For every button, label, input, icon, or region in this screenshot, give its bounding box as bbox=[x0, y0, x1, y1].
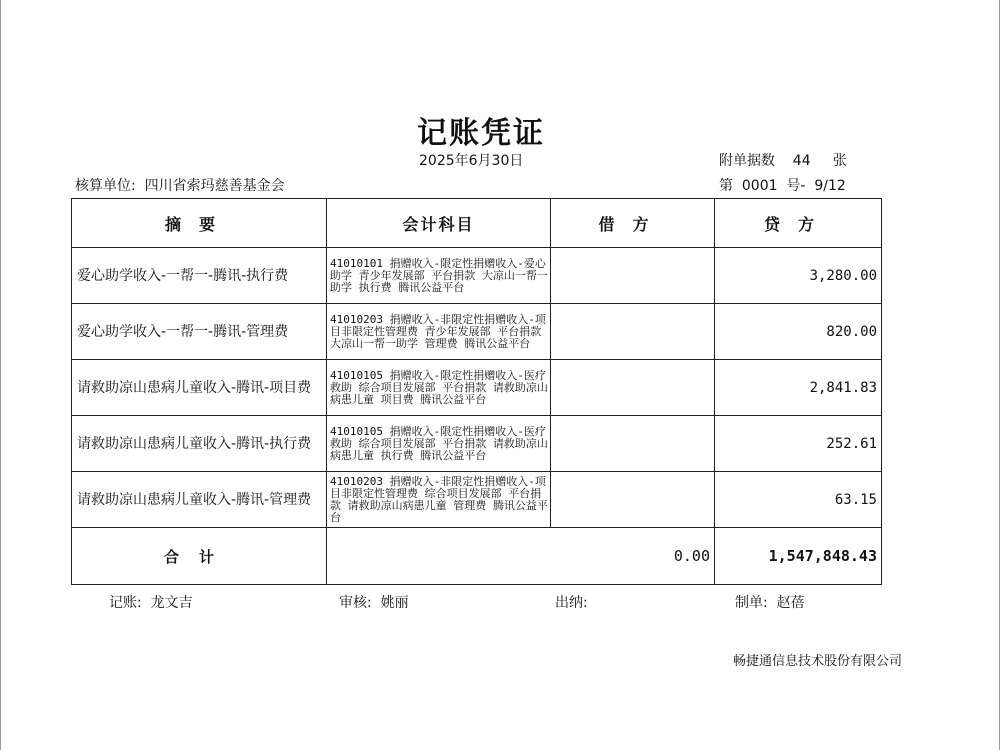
row-account: 41010203 捐赠收入-非限定性捐赠收入-项目非限定性管理费 综合项目发展部 平台捐款 请救助凉山病患儿童 管理费 腾讯公益平台 bbox=[327, 472, 551, 528]
row-debit bbox=[551, 416, 715, 472]
voucher-table bbox=[71, 198, 882, 585]
voucher-date: 2025年6月30日 bbox=[419, 153, 524, 169]
table-row bbox=[72, 472, 882, 528]
table-row bbox=[72, 304, 882, 360]
header-credit: 贷方 bbox=[715, 199, 882, 248]
row-account: 41010105 捐赠收入-限定性捐赠收入-医疗救助 综合项目发展部 平台捐款 请救助凉山病患儿童 执行费 腾讯公益平台 bbox=[327, 416, 551, 472]
row-credit: 820.00 bbox=[715, 304, 882, 360]
table-row bbox=[72, 360, 882, 416]
row-account: 41010101 捐赠收入-限定性捐赠收入-爱心助学 青少年发展部 平台捐款 大凉山一帮一助学 执行费 腾讯公益平台 bbox=[327, 248, 551, 304]
total-label: 合计 bbox=[72, 528, 327, 585]
preparer-signature: 制单: 赵蓓 bbox=[735, 595, 805, 611]
row-debit bbox=[551, 248, 715, 304]
attachment-count: 附单据数 44 张 bbox=[719, 153, 847, 169]
row-credit: 3,280.00 bbox=[715, 248, 882, 304]
total-credit: 1,547,848.43 bbox=[715, 528, 882, 585]
row-account: 41010203 捐赠收入-非限定性捐赠收入-项目非限定性管理费 青少年发展部 平台捐款 大凉山一帮一助学 管理费 腾讯公益平台 bbox=[327, 304, 551, 360]
header-summary: 摘要 bbox=[72, 199, 327, 248]
row-account: 41010105 捐赠收入-限定性捐赠收入-医疗救助 综合项目发展部 平台捐款 请救助凉山病患儿童 项目费 腾讯公益平台 bbox=[327, 360, 551, 416]
voucher-number: 第 0001 号- 9/12 bbox=[719, 178, 846, 194]
row-summary: 请救助凉山患病儿童收入-腾讯-管理费 bbox=[72, 472, 327, 528]
cashier-signature: 出纳: bbox=[555, 595, 588, 611]
row-summary: 请救助凉山患病儿童收入-腾讯-执行费 bbox=[72, 416, 327, 472]
table-row bbox=[72, 416, 882, 472]
row-debit bbox=[551, 304, 715, 360]
accounting-unit: 核算单位: 四川省索玛慈善基金会 bbox=[75, 178, 285, 194]
voucher-title: 记账凭证 bbox=[417, 116, 545, 151]
table-row bbox=[72, 248, 882, 304]
row-credit: 252.61 bbox=[715, 416, 882, 472]
row-summary: 请救助凉山患病儿童收入-腾讯-项目费 bbox=[72, 360, 327, 416]
row-credit: 2,841.83 bbox=[715, 360, 882, 416]
row-summary: 爱心助学收入-一帮一-腾讯-执行费 bbox=[72, 248, 327, 304]
total-row bbox=[72, 528, 882, 585]
reviewer-signature: 审核: 姚丽 bbox=[339, 595, 409, 611]
row-debit bbox=[551, 360, 715, 416]
row-credit: 63.15 bbox=[715, 472, 882, 528]
header-debit: 借方 bbox=[551, 199, 715, 248]
software-vendor: 畅捷通信息技术股份有限公司 bbox=[733, 654, 903, 669]
bookkeeper-signature: 记账: 龙文吉 bbox=[109, 595, 193, 611]
row-summary: 爱心助学收入-一帮一-腾讯-管理费 bbox=[72, 304, 327, 360]
total-debit: 0.00 bbox=[327, 528, 715, 585]
row-debit bbox=[551, 472, 715, 528]
header-account: 会计科目 bbox=[327, 199, 551, 248]
